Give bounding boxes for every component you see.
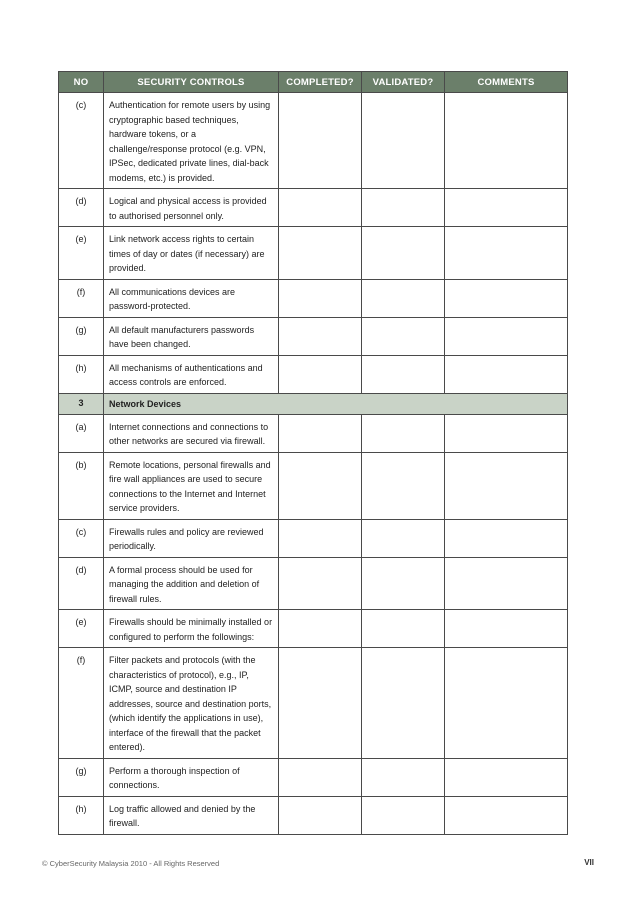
completed-cell[interactable] (279, 93, 362, 189)
validated-cell[interactable] (362, 355, 445, 393)
control-text: Authentication for remote users by using cryptographic based techniques, hardware tokens, or a challenge/response protocol (e.g. VPN, IPSec, dedicated private lines, dial-back modems, etc.) is provided. (104, 93, 279, 189)
control-text: All communications devices are password-protected. (104, 279, 279, 317)
validated-cell[interactable] (362, 519, 445, 557)
table-row (59, 189, 568, 227)
validated-cell[interactable] (362, 610, 445, 648)
control-text: Internet connections and connections to other networks are secured via firewall. (104, 414, 279, 452)
row-number: (d) (59, 189, 104, 227)
completed-cell[interactable] (279, 796, 362, 834)
control-text: Remote locations, personal firewalls and fire wall appliances are used to secure connections to the Internet and Internet service providers. (104, 452, 279, 519)
row-number: (c) (59, 519, 104, 557)
comments-cell[interactable] (445, 758, 568, 796)
row-number: (h) (59, 796, 104, 834)
comments-cell[interactable] (445, 279, 568, 317)
comments-cell[interactable] (445, 452, 568, 519)
completed-cell[interactable] (279, 279, 362, 317)
comments-cell[interactable] (445, 189, 568, 227)
table-row (59, 452, 568, 519)
table-row (59, 227, 568, 280)
comments-cell[interactable] (445, 93, 568, 189)
row-number: (e) (59, 610, 104, 648)
control-text: Link network access rights to certain times of day or dates (if necessary) are provided. (104, 227, 279, 280)
table-row (59, 93, 568, 189)
row-number: (f) (59, 279, 104, 317)
row-number: (a) (59, 414, 104, 452)
validated-cell[interactable] (362, 317, 445, 355)
table-row (59, 279, 568, 317)
completed-cell[interactable] (279, 355, 362, 393)
footer-page-number: VII (584, 858, 594, 867)
table-header-row (59, 72, 568, 93)
row-number: (d) (59, 557, 104, 610)
validated-cell[interactable] (362, 279, 445, 317)
completed-cell[interactable] (279, 414, 362, 452)
completed-cell[interactable] (279, 758, 362, 796)
security-controls-table (58, 71, 568, 835)
table-row (59, 758, 568, 796)
table-row (59, 317, 568, 355)
section-row-network-devices (59, 393, 568, 414)
completed-cell[interactable] (279, 317, 362, 355)
row-number: (c) (59, 93, 104, 189)
completed-cell[interactable] (279, 648, 362, 759)
completed-cell[interactable] (279, 519, 362, 557)
row-number: (b) (59, 452, 104, 519)
completed-cell[interactable] (279, 452, 362, 519)
table-row (59, 557, 568, 610)
header-security-controls: SECURITY CONTROLS (104, 72, 279, 93)
control-text: Filter packets and protocols (with the characteristics of protocol), e.g., IP, ICMP, source and destination IP addresses, source and destination ports, (which identify the applications in use), interface of the firewall that the packet entered). (104, 648, 279, 759)
completed-cell[interactable] (279, 227, 362, 280)
control-text: Firewalls rules and policy are reviewed periodically. (104, 519, 279, 557)
validated-cell[interactable] (362, 93, 445, 189)
table-row (59, 648, 568, 759)
completed-cell[interactable] (279, 189, 362, 227)
footer-copyright: © CyberSecurity Malaysia 2010 - All Rights Reserved (42, 859, 220, 868)
comments-cell[interactable] (445, 317, 568, 355)
control-text: Log traffic allowed and denied by the firewall. (104, 796, 279, 834)
table-row (59, 519, 568, 557)
security-controls-table-wrapper (58, 71, 567, 835)
header-completed: COMPLETED? (279, 72, 362, 93)
completed-cell[interactable] (279, 610, 362, 648)
comments-cell[interactable] (445, 557, 568, 610)
header-no: NO (59, 72, 104, 93)
validated-cell[interactable] (362, 414, 445, 452)
table-row (59, 414, 568, 452)
row-number: (h) (59, 355, 104, 393)
comments-cell[interactable] (445, 648, 568, 759)
validated-cell[interactable] (362, 648, 445, 759)
section-title: Network Devices (104, 393, 568, 414)
comments-cell[interactable] (445, 355, 568, 393)
control-text: All default manufacturers passwords have been changed. (104, 317, 279, 355)
validated-cell[interactable] (362, 557, 445, 610)
section-number: 3 (59, 393, 104, 414)
comments-cell[interactable] (445, 519, 568, 557)
row-number: (g) (59, 758, 104, 796)
header-validated: VALIDATED? (362, 72, 445, 93)
row-number: (g) (59, 317, 104, 355)
control-text: Logical and physical access is provided to authorised personnel only. (104, 189, 279, 227)
control-text: A formal process should be used for managing the addition and deletion of firewall rules. (104, 557, 279, 610)
row-number: (f) (59, 648, 104, 759)
table-row (59, 796, 568, 834)
comments-cell[interactable] (445, 227, 568, 280)
validated-cell[interactable] (362, 189, 445, 227)
header-comments: COMMENTS (445, 72, 568, 93)
control-text: Firewalls should be minimally installed or configured to perform the followings: (104, 610, 279, 648)
validated-cell[interactable] (362, 452, 445, 519)
validated-cell[interactable] (362, 227, 445, 280)
table-row (59, 355, 568, 393)
control-text: All mechanisms of authentications and access controls are enforced. (104, 355, 279, 393)
control-text: Perform a thorough inspection of connections. (104, 758, 279, 796)
validated-cell[interactable] (362, 796, 445, 834)
comments-cell[interactable] (445, 414, 568, 452)
row-number: (e) (59, 227, 104, 280)
comments-cell[interactable] (445, 610, 568, 648)
comments-cell[interactable] (445, 796, 568, 834)
completed-cell[interactable] (279, 557, 362, 610)
table-row (59, 610, 568, 648)
validated-cell[interactable] (362, 758, 445, 796)
